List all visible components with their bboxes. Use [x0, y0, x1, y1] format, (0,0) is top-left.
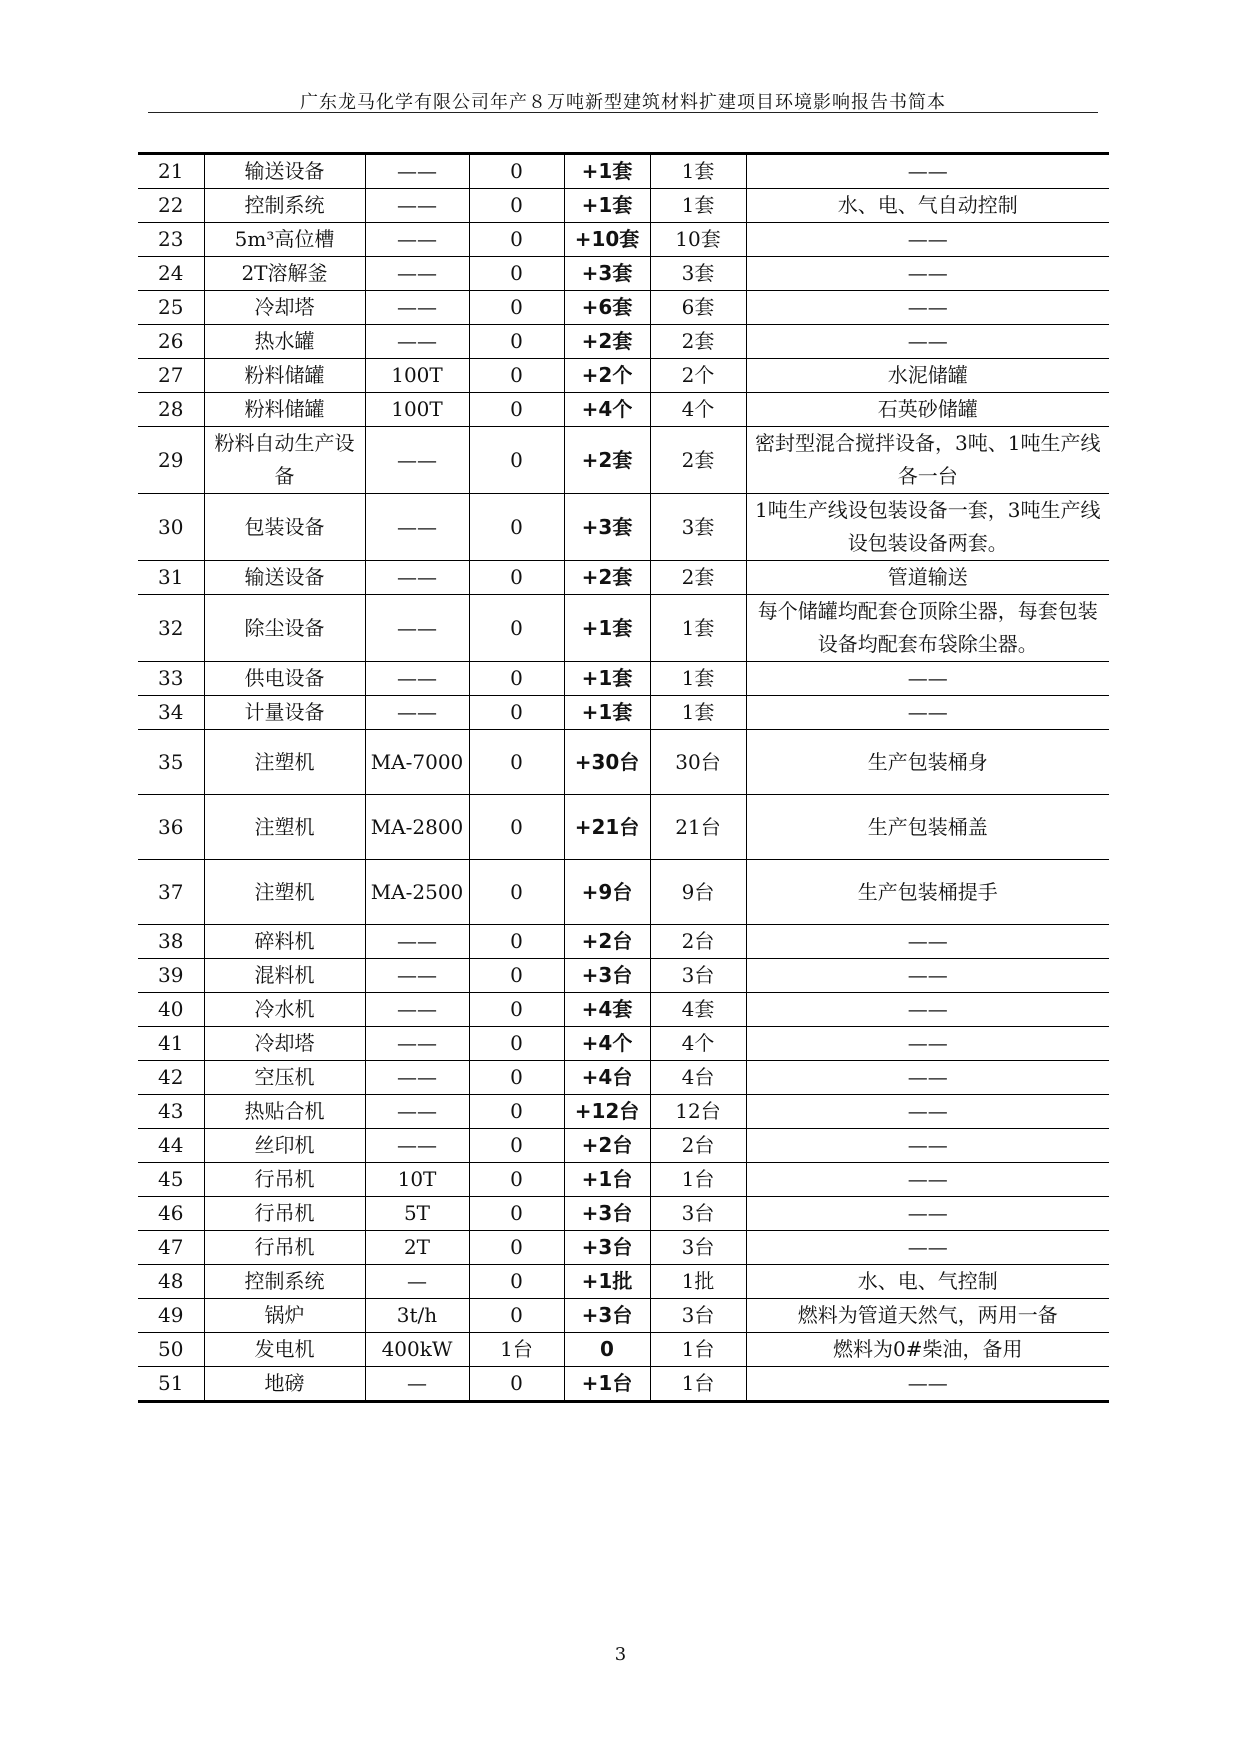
row-number-cell: 23: [138, 223, 204, 257]
existing-quantity-cell: 0: [469, 959, 564, 993]
total-quantity-cell: 9台: [650, 860, 746, 925]
equipment-name-cell: 5m³高位槽: [204, 223, 365, 257]
row-number-cell: 27: [138, 359, 204, 393]
total-quantity-cell: 2套: [650, 427, 746, 494]
note-cell: ——: [746, 1095, 1109, 1129]
equipment-name-cell: 粉料储罐: [204, 359, 365, 393]
total-quantity-cell: 1批: [650, 1265, 746, 1299]
spec-cell: MA-2800: [365, 795, 469, 860]
equipment-name-cell: 冷却塔: [204, 1027, 365, 1061]
note-cell: 1吨生产线设包装设备一套，3吨生产线设包装设备两套。: [746, 494, 1109, 561]
note-cell: ——: [746, 291, 1109, 325]
note-cell: 水、电、气控制: [746, 1265, 1109, 1299]
existing-quantity-cell: 0: [469, 1095, 564, 1129]
existing-quantity-cell: 0: [469, 1231, 564, 1265]
row-number-cell: 50: [138, 1333, 204, 1367]
spec-cell: ——: [365, 154, 469, 189]
change-quantity-cell: +4台: [564, 1061, 650, 1095]
spec-cell: —: [365, 1367, 469, 1402]
total-quantity-cell: 1套: [650, 662, 746, 696]
spec-cell: 10T: [365, 1163, 469, 1197]
equipment-name-cell: 注塑机: [204, 730, 365, 795]
equipment-name-cell: 输送设备: [204, 154, 365, 189]
spec-cell: 3t/h: [365, 1299, 469, 1333]
equipment-name-cell: 热水罐: [204, 325, 365, 359]
note-cell: 燃料为0#柴油，备用: [746, 1333, 1109, 1367]
change-quantity-cell: +2套: [564, 561, 650, 595]
note-cell: ——: [746, 325, 1109, 359]
equipment-name-cell: 发电机: [204, 1333, 365, 1367]
change-quantity-cell: +2套: [564, 325, 650, 359]
total-quantity-cell: 10套: [650, 223, 746, 257]
row-number-cell: 21: [138, 154, 204, 189]
table-row: [138, 1129, 1109, 1163]
note-cell: ——: [746, 223, 1109, 257]
equipment-name-cell: 热贴合机: [204, 1095, 365, 1129]
equipment-name-cell: 除尘设备: [204, 595, 365, 662]
note-cell: ——: [746, 696, 1109, 730]
table-row: [138, 1367, 1109, 1402]
change-quantity-cell: +2台: [564, 1129, 650, 1163]
row-number-cell: 39: [138, 959, 204, 993]
spec-cell: ——: [365, 595, 469, 662]
existing-quantity-cell: 0: [469, 393, 564, 427]
change-quantity-cell: +1套: [564, 662, 650, 696]
total-quantity-cell: 2台: [650, 1129, 746, 1163]
change-quantity-cell: +3台: [564, 959, 650, 993]
total-quantity-cell: 6套: [650, 291, 746, 325]
table-row: [138, 1231, 1109, 1265]
existing-quantity-cell: 0: [469, 1299, 564, 1333]
row-number-cell: 42: [138, 1061, 204, 1095]
row-number-cell: 43: [138, 1095, 204, 1129]
row-number-cell: 38: [138, 925, 204, 959]
note-cell: ——: [746, 1027, 1109, 1061]
table-row: [138, 291, 1109, 325]
note-cell: ——: [746, 1061, 1109, 1095]
note-cell: 管道输送: [746, 561, 1109, 595]
total-quantity-cell: 3台: [650, 1231, 746, 1265]
note-cell: 水、电、气自动控制: [746, 189, 1109, 223]
total-quantity-cell: 1台: [650, 1163, 746, 1197]
note-cell: ——: [746, 959, 1109, 993]
equipment-name-cell: 注塑机: [204, 860, 365, 925]
table-row: [138, 959, 1109, 993]
equipment-name-cell: 行吊机: [204, 1163, 365, 1197]
table-row: [138, 189, 1109, 223]
table-row: [138, 696, 1109, 730]
table-row: [138, 325, 1109, 359]
row-number-cell: 34: [138, 696, 204, 730]
total-quantity-cell: 1台: [650, 1367, 746, 1402]
equipment-name-cell: 输送设备: [204, 561, 365, 595]
change-quantity-cell: +2个: [564, 359, 650, 393]
existing-quantity-cell: 0: [469, 1265, 564, 1299]
table-row: [138, 730, 1109, 795]
total-quantity-cell: 1套: [650, 189, 746, 223]
equipment-name-cell: 粉料储罐: [204, 393, 365, 427]
change-quantity-cell: +1台: [564, 1367, 650, 1402]
equipment-name-cell: 计量设备: [204, 696, 365, 730]
note-cell: ——: [746, 154, 1109, 189]
change-quantity-cell: +4个: [564, 1027, 650, 1061]
total-quantity-cell: 30台: [650, 730, 746, 795]
spec-cell: ——: [365, 291, 469, 325]
total-quantity-cell: 2台: [650, 925, 746, 959]
row-number-cell: 25: [138, 291, 204, 325]
spec-cell: ——: [365, 993, 469, 1027]
existing-quantity-cell: 0: [469, 325, 564, 359]
table-row: [138, 993, 1109, 1027]
equipment-name-cell: 碎料机: [204, 925, 365, 959]
total-quantity-cell: 1台: [650, 1333, 746, 1367]
existing-quantity-cell: 0: [469, 561, 564, 595]
existing-quantity-cell: 0: [469, 925, 564, 959]
existing-quantity-cell: 1台: [469, 1333, 564, 1367]
change-quantity-cell: +1套: [564, 696, 650, 730]
total-quantity-cell: 3台: [650, 959, 746, 993]
existing-quantity-cell: 0: [469, 1163, 564, 1197]
spec-cell: ——: [365, 1027, 469, 1061]
spec-cell: ——: [365, 257, 469, 291]
note-cell: 水泥储罐: [746, 359, 1109, 393]
total-quantity-cell: 2套: [650, 325, 746, 359]
existing-quantity-cell: 0: [469, 1027, 564, 1061]
existing-quantity-cell: 0: [469, 189, 564, 223]
note-cell: 生产包装桶提手: [746, 860, 1109, 925]
change-quantity-cell: +6套: [564, 291, 650, 325]
existing-quantity-cell: 0: [469, 696, 564, 730]
spec-cell: ——: [365, 696, 469, 730]
table-row: [138, 1299, 1109, 1333]
change-quantity-cell: +2套: [564, 427, 650, 494]
equipment-name-cell: 行吊机: [204, 1231, 365, 1265]
note-cell: ——: [746, 1231, 1109, 1265]
change-quantity-cell: +3台: [564, 1197, 650, 1231]
note-cell: 燃料为管道天然气，两用一备: [746, 1299, 1109, 1333]
existing-quantity-cell: 0: [469, 494, 564, 561]
spec-cell: 100T: [365, 393, 469, 427]
equipment-name-cell: 冷水机: [204, 993, 365, 1027]
change-quantity-cell: +3台: [564, 1299, 650, 1333]
change-quantity-cell: +2台: [564, 925, 650, 959]
total-quantity-cell: 12台: [650, 1095, 746, 1129]
row-number-cell: 51: [138, 1367, 204, 1402]
note-cell: 每个储罐均配套仓顶除尘器，每套包装设备均配套布袋除尘器。: [746, 595, 1109, 662]
equipment-name-cell: 冷却塔: [204, 291, 365, 325]
change-quantity-cell: +1套: [564, 189, 650, 223]
row-number-cell: 28: [138, 393, 204, 427]
total-quantity-cell: 3台: [650, 1299, 746, 1333]
note-cell: ——: [746, 1197, 1109, 1231]
existing-quantity-cell: 0: [469, 1197, 564, 1231]
note-cell: ——: [746, 993, 1109, 1027]
table-row: [138, 561, 1109, 595]
table-row: [138, 359, 1109, 393]
spec-cell: ——: [365, 223, 469, 257]
existing-quantity-cell: 0: [469, 860, 564, 925]
table-row: [138, 1163, 1109, 1197]
existing-quantity-cell: 0: [469, 291, 564, 325]
table-row: [138, 1095, 1109, 1129]
table-row: [138, 154, 1109, 189]
page-number: 3: [614, 1644, 627, 1665]
header-rule: [148, 112, 1098, 113]
total-quantity-cell: 4个: [650, 1027, 746, 1061]
spec-cell: 5T: [365, 1197, 469, 1231]
note-cell: ——: [746, 925, 1109, 959]
row-number-cell: 37: [138, 860, 204, 925]
existing-quantity-cell: 0: [469, 257, 564, 291]
spec-cell: —: [365, 1265, 469, 1299]
equipment-name-cell: 混料机: [204, 959, 365, 993]
existing-quantity-cell: 0: [469, 154, 564, 189]
change-quantity-cell: +1套: [564, 154, 650, 189]
total-quantity-cell: 2个: [650, 359, 746, 393]
existing-quantity-cell: 0: [469, 662, 564, 696]
row-number-cell: 44: [138, 1129, 204, 1163]
row-number-cell: 26: [138, 325, 204, 359]
table-row: [138, 1027, 1109, 1061]
spec-cell: ——: [365, 1129, 469, 1163]
existing-quantity-cell: 0: [469, 1129, 564, 1163]
change-quantity-cell: +1台: [564, 1163, 650, 1197]
row-number-cell: 29: [138, 427, 204, 494]
change-quantity-cell: +4套: [564, 993, 650, 1027]
change-quantity-cell: +4个: [564, 393, 650, 427]
row-number-cell: 32: [138, 595, 204, 662]
change-quantity-cell: +3台: [564, 1231, 650, 1265]
change-quantity-cell: +1批: [564, 1265, 650, 1299]
table-row: [138, 1197, 1109, 1231]
equipment-name-cell: 行吊机: [204, 1197, 365, 1231]
equipment-name-cell: 包装设备: [204, 494, 365, 561]
existing-quantity-cell: 0: [469, 359, 564, 393]
row-number-cell: 49: [138, 1299, 204, 1333]
row-number-cell: 46: [138, 1197, 204, 1231]
total-quantity-cell: 21台: [650, 795, 746, 860]
equipment-table: [138, 152, 1109, 1403]
change-quantity-cell: +9台: [564, 860, 650, 925]
total-quantity-cell: 2套: [650, 561, 746, 595]
spec-cell: ——: [365, 662, 469, 696]
table-row: [138, 1265, 1109, 1299]
existing-quantity-cell: 0: [469, 1367, 564, 1402]
existing-quantity-cell: 0: [469, 993, 564, 1027]
equipment-name-cell: 2T溶解釜: [204, 257, 365, 291]
spec-cell: ——: [365, 1095, 469, 1129]
table-row: [138, 925, 1109, 959]
row-number-cell: 45: [138, 1163, 204, 1197]
equipment-name-cell: 粉料自动生产设备: [204, 427, 365, 494]
note-cell: 石英砂储罐: [746, 393, 1109, 427]
spec-cell: ——: [365, 959, 469, 993]
table-row: [138, 860, 1109, 925]
equipment-table-body: [138, 154, 1109, 1402]
existing-quantity-cell: 0: [469, 223, 564, 257]
note-cell: 生产包装桶盖: [746, 795, 1109, 860]
row-number-cell: 41: [138, 1027, 204, 1061]
equipment-name-cell: 控制系统: [204, 189, 365, 223]
equipment-name-cell: 地磅: [204, 1367, 365, 1402]
total-quantity-cell: 1套: [650, 595, 746, 662]
equipment-name-cell: 丝印机: [204, 1129, 365, 1163]
spec-cell: 400kW: [365, 1333, 469, 1367]
row-number-cell: 36: [138, 795, 204, 860]
existing-quantity-cell: 0: [469, 795, 564, 860]
note-cell: ——: [746, 662, 1109, 696]
spec-cell: ——: [365, 189, 469, 223]
row-number-cell: 47: [138, 1231, 204, 1265]
note-cell: 生产包装桶身: [746, 730, 1109, 795]
table-row: [138, 1333, 1109, 1367]
table-row: [138, 662, 1109, 696]
change-quantity-cell: +1套: [564, 595, 650, 662]
table-row: [138, 223, 1109, 257]
total-quantity-cell: 3套: [650, 494, 746, 561]
total-quantity-cell: 3台: [650, 1197, 746, 1231]
existing-quantity-cell: 0: [469, 730, 564, 795]
equipment-name-cell: 空压机: [204, 1061, 365, 1095]
note-cell: ——: [746, 1129, 1109, 1163]
change-quantity-cell: +12台: [564, 1095, 650, 1129]
existing-quantity-cell: 0: [469, 1061, 564, 1095]
change-quantity-cell: +30台: [564, 730, 650, 795]
note-cell: 密封型混合搅拌设备，3吨、1吨生产线各一台: [746, 427, 1109, 494]
total-quantity-cell: 1套: [650, 696, 746, 730]
row-number-cell: 31: [138, 561, 204, 595]
equipment-name-cell: 注塑机: [204, 795, 365, 860]
spec-cell: 100T: [365, 359, 469, 393]
spec-cell: ——: [365, 494, 469, 561]
total-quantity-cell: 4台: [650, 1061, 746, 1095]
table-row: [138, 795, 1109, 860]
total-quantity-cell: 4个: [650, 393, 746, 427]
spec-cell: 2T: [365, 1231, 469, 1265]
row-number-cell: 40: [138, 993, 204, 1027]
change-quantity-cell: 0: [564, 1333, 650, 1367]
table-row: [138, 494, 1109, 561]
spec-cell: ——: [365, 1061, 469, 1095]
note-cell: ——: [746, 1163, 1109, 1197]
spec-cell: ——: [365, 427, 469, 494]
total-quantity-cell: 1套: [650, 154, 746, 189]
row-number-cell: 24: [138, 257, 204, 291]
equipment-name-cell: 控制系统: [204, 1265, 365, 1299]
change-quantity-cell: +21台: [564, 795, 650, 860]
table-row: [138, 257, 1109, 291]
spec-cell: ——: [365, 561, 469, 595]
row-number-cell: 33: [138, 662, 204, 696]
table-row: [138, 595, 1109, 662]
row-number-cell: 30: [138, 494, 204, 561]
spec-cell: MA-7000: [365, 730, 469, 795]
equipment-name-cell: 供电设备: [204, 662, 365, 696]
table-row: [138, 427, 1109, 494]
row-number-cell: 48: [138, 1265, 204, 1299]
spec-cell: ——: [365, 925, 469, 959]
table-row: [138, 393, 1109, 427]
note-cell: ——: [746, 1367, 1109, 1402]
row-number-cell: 22: [138, 189, 204, 223]
total-quantity-cell: 3套: [650, 257, 746, 291]
change-quantity-cell: +3套: [564, 257, 650, 291]
change-quantity-cell: +10套: [564, 223, 650, 257]
equipment-name-cell: 锅炉: [204, 1299, 365, 1333]
document-header-title: 广东龙马化学有限公司年产８万吨新型建筑材料扩建项目环境影响报告书简本: [300, 92, 946, 113]
spec-cell: ——: [365, 325, 469, 359]
change-quantity-cell: +3套: [564, 494, 650, 561]
spec-cell: MA-2500: [365, 860, 469, 925]
existing-quantity-cell: 0: [469, 427, 564, 494]
existing-quantity-cell: 0: [469, 595, 564, 662]
row-number-cell: 35: [138, 730, 204, 795]
note-cell: ——: [746, 257, 1109, 291]
table-row: [138, 1061, 1109, 1095]
total-quantity-cell: 4套: [650, 993, 746, 1027]
